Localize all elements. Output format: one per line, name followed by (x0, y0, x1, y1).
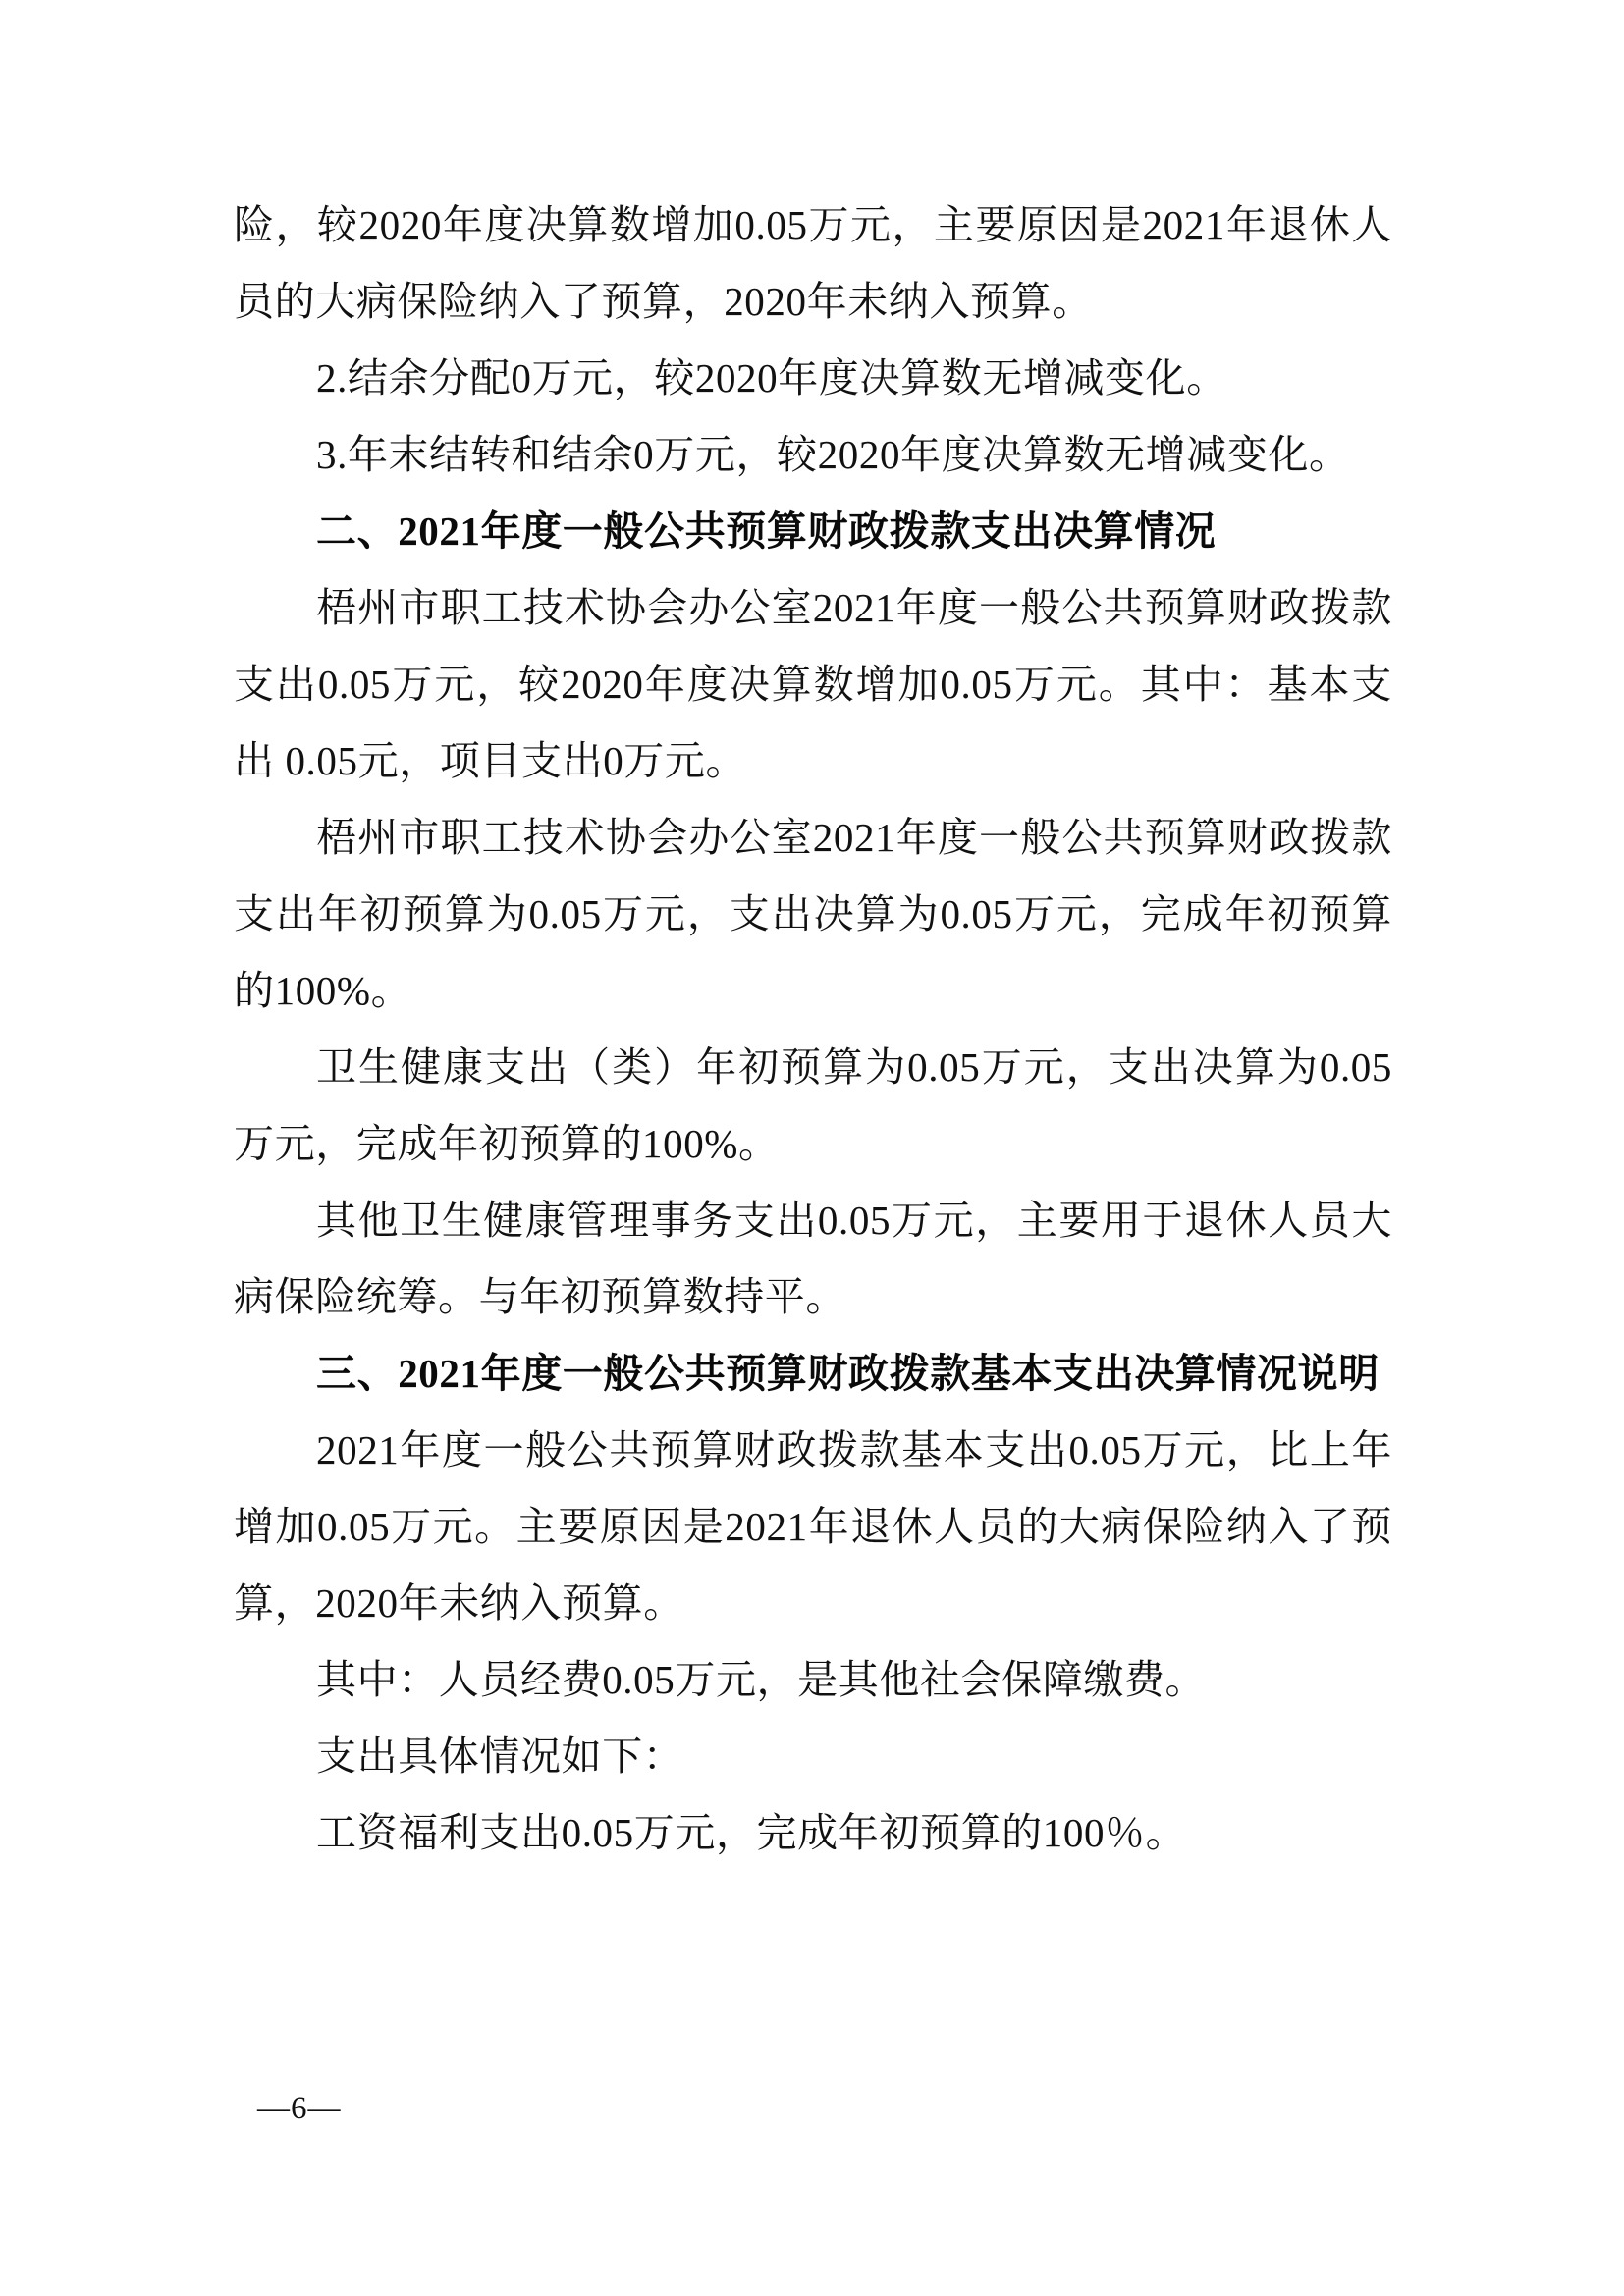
paragraph: 3.年末结转和结余0万元，较2020年度决算数无增减变化。 (316, 432, 1350, 477)
page-number: —6— (257, 2091, 342, 2126)
paragraph: 2.结余分配0万元，较2020年度决算数无增减变化。 (316, 355, 1227, 400)
paragraph: 工资福利支出0.05万元，完成年初预算的100％。 (316, 1810, 1187, 1855)
section-heading-three: 三、2021年度一般公共预算财政拨款基本支出决算情况说明 (316, 1351, 1380, 1396)
document-body (234, 187, 1392, 1871)
paragraph: 其他卫生健康管理事务支出0.05万元，主要用于退休人员大病保险统筹。与年初预算数持平。 (234, 1198, 1392, 1319)
paragraph: 梧州市职工技术协会办公室2021年度一般公共预算财政拨款支出0.05万元，较2020年度决算数增加0.05万元。其中：基本支出 0.05元，项目支出0万元。 (234, 585, 1392, 783)
paragraph: 险，较2020年度决算数增加0.05万元，主要原因是2021年退休人员的大病保险纳入了预算，2020年未纳入预算。 (234, 202, 1392, 324)
paragraph: 2021年度一般公共预算财政拨款基本支出0.05万元，比上年增加0.05万元。主要原因是2021年退休人员的大病保险纳入了预算，2020年未纳入预算。 (234, 1427, 1392, 1626)
paragraph: 卫生健康支出（类）年初预算为0.05万元，支出决算为0.05万元，完成年初预算的100%。 (234, 1044, 1392, 1166)
paragraph: 梧州市职工技术协会办公室2021年度一般公共预算财政拨款支出年初预算为0.05万元，支出决算为0.05万元，完成年初预算的100%。 (234, 815, 1392, 1013)
paragraph: 其中：人员经费0.05万元，是其他社会保障缴费。 (316, 1657, 1207, 1702)
paragraph: 支出具体情况如下： (316, 1734, 684, 1779)
section-heading-two: 二、2021年度一般公共预算财政拨款支出决算情况 (316, 508, 1217, 554)
